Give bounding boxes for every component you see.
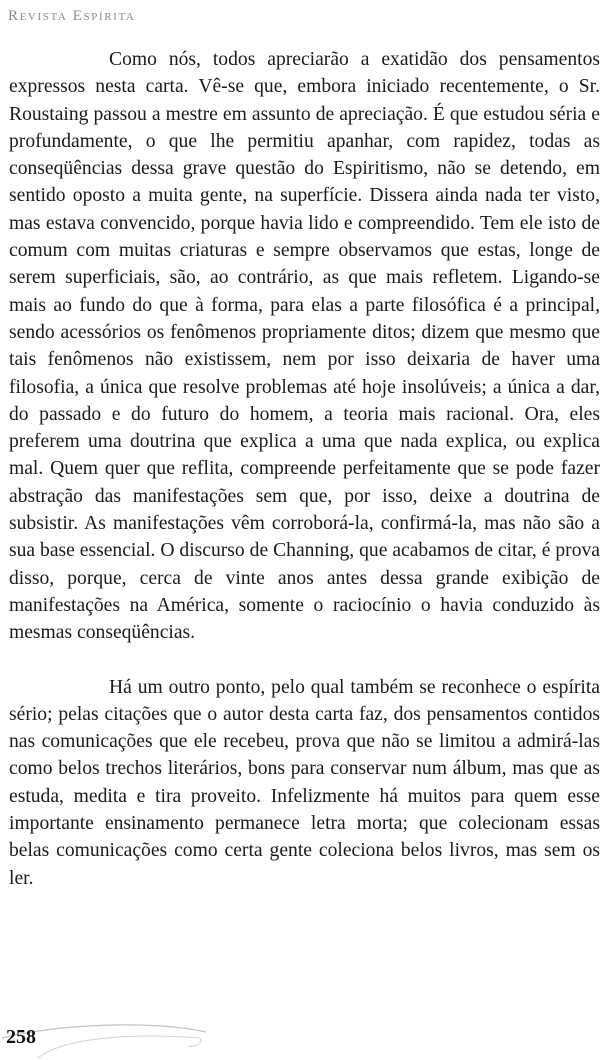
page-number: 258 — [6, 1026, 36, 1048]
body-text — [9, 46, 600, 892]
paragraph: Como nós, todos apreciarão a exatidão dos pensamentos expressos nesta carta. Vê-se que, embora iniciado recentemente, o Sr. Roustaing passou a mestre em assunto de apreciação. É que estudou séria e profundamente, o que lhe permitiu apanhar, com rapidez, todas as conseqüências dessa grave questão do Espiritismo, não se detendo, em sentido oposto a muita gente, na superfície. Dissera ainda nada ter visto, mas estava convencido, porque havia lido e compreendido. Tem ele isto de comum com muitas criaturas e sempre observamos que estas, longe de serem superficiais, são, ao contrário, as que mais refletem. Ligando-se mais ao fundo do que à forma, para elas a parte filosófica é a principal, sendo acessórios os fenômenos propriamente ditos; dizem que mesmo que tais fenômenos não existissem, nem por isso deixaria de haver uma filosofia, a única que resolve problemas até hoje insolúveis; a única a dar, do passado e do futuro do homem, a teoria mais racional. Ora, eles preferem uma doutrina que explica a uma que nada explica, ou explica mal. Quem quer que reflita, compreende perfeitamente que se pode fazer abstração das manifestações sem que, por isso, deixe a doutrina de subsistir. As manifestações vêm corroborá-la, confirmá-la, mas não são a sua base essencial. O discurso de Channing, que acabamos de citar, é prova disso, porque, cerca de vinte anos antes dessa grande exibição de manifestações na América, somente o raciocínio o havia conduzido às mesmas conseqüências. — [9, 49, 600, 644]
paragraph: Há um outro ponto, pelo qual também se reconhece o espírita sério; pelas citações que o autor desta carta faz, dos pensamentos contidos nas comunicações que ele recebeu, prova que não se limitou a admirá-las como belos trechos literários, bons para conservar num álbum, mas que as estuda, medita e tira proveito. Infelizmente há muitos para quem esse importante ensinamento permanece letra morta; que colecionam essas belas comunicações como certa gente coleciona belos livros, mas sem os ler. — [9, 676, 600, 889]
running-head-title: Revista Espírita — [8, 8, 136, 24]
